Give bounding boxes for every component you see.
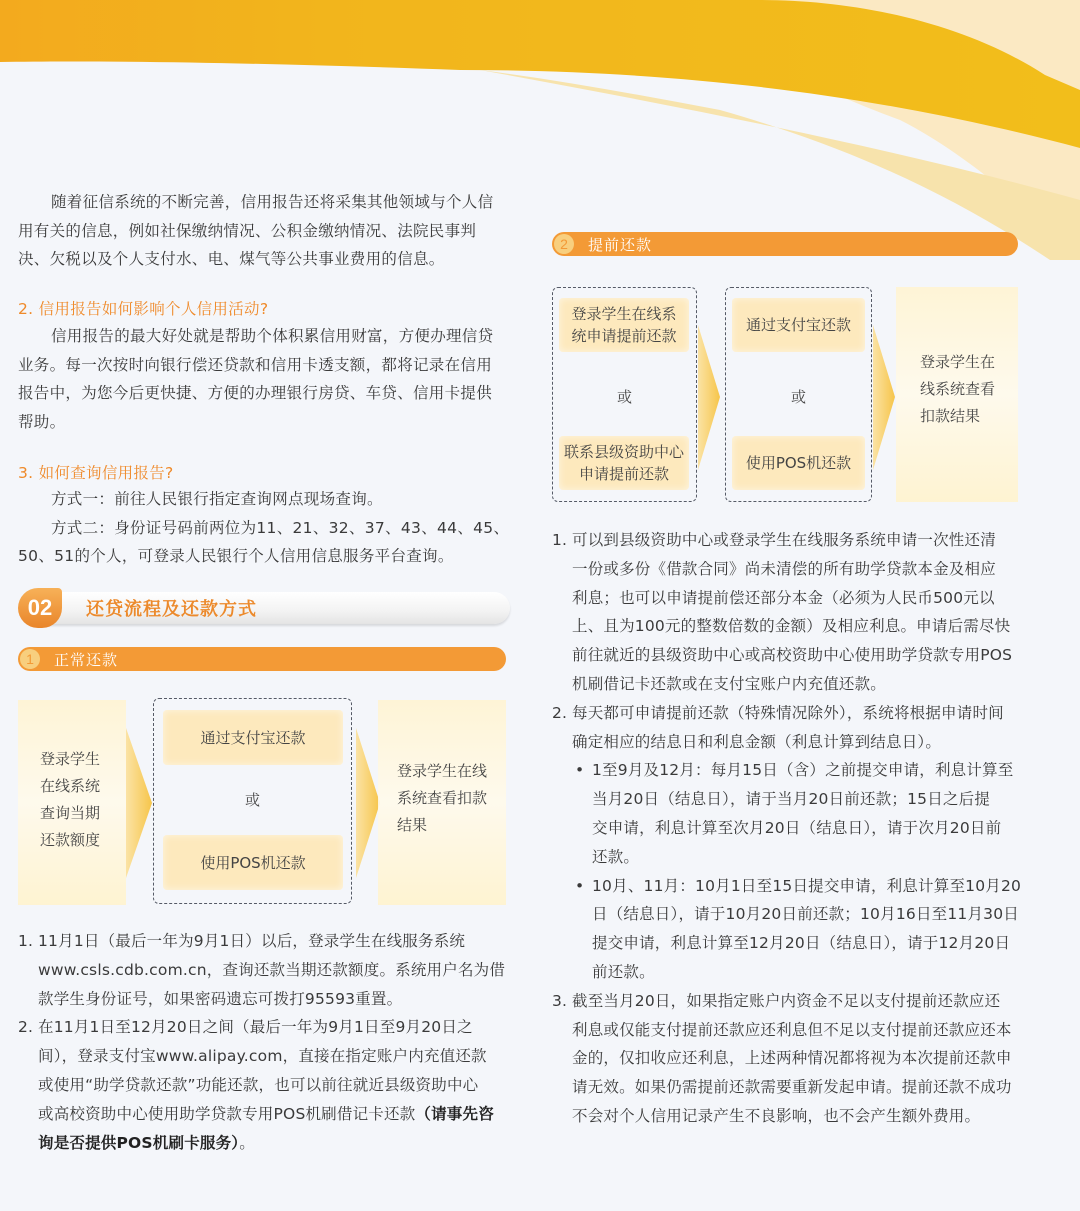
- subsection-title: 提前还款: [588, 235, 653, 254]
- text-line: 登录学生在线: [397, 762, 488, 780]
- method-2-text-cont: 50、51的个人，可登录人民银行个人信用信息服务平台查询。: [18, 547, 454, 565]
- option-alipay: 通过支付宝还款: [732, 298, 865, 352]
- arrow-right-icon: [873, 325, 895, 470]
- list-item: [552, 526, 1022, 699]
- text-line: 上、且为100元的整数倍数的金额）及相应利息。申请后需尽快: [572, 617, 1011, 636]
- text-line: 申请提前还款: [578, 465, 669, 483]
- method-1-text: 方式一：前往人民银行指定查询网点现场查询。: [51, 490, 383, 508]
- bullet-icon: •: [575, 761, 585, 780]
- text-line: 帮助。: [18, 412, 66, 431]
- text-line: 扣款结果: [920, 407, 981, 425]
- text-line: 决、欠税以及个人支付水、电、煤气等公共事业费用的信息。: [18, 250, 445, 268]
- text-line: 线系统查看: [920, 380, 996, 398]
- option-alipay: 通过支付宝还款: [163, 710, 343, 765]
- text-line: 11月1日（最后一年为9月1日）以后，登录学生在线服务系统: [38, 932, 466, 950]
- text-line: www.csls.cdb.com.cn，查询还款当期还款额度。系统用户名为借: [38, 960, 506, 979]
- text-line: 统申请提前还款: [571, 327, 677, 345]
- text-line: 可以到县级资助中心或登录学生在线服务系统申请一次性还清: [572, 531, 996, 549]
- text-line: 系统查看扣款: [397, 789, 488, 807]
- subsection-number-badge: 2: [554, 234, 574, 254]
- option-pos: 使用POS机还款: [163, 835, 343, 890]
- text-line: 在11月1日至12月20日之间（最后一年为9月1日至9月20日之: [38, 1018, 473, 1037]
- flow-step-view-result: [378, 700, 506, 905]
- flow-step-login-query: [18, 700, 126, 905]
- q3-paragraph: [18, 485, 518, 571]
- text-line: 10月、11月：10月1日至15日提交申请，利息计算至10月20: [592, 876, 1022, 895]
- arrow-right-icon: [698, 325, 720, 470]
- text-line: 或使用“助学贷款还款”功能还款，也可以前往就近县级资助中心: [38, 1075, 479, 1094]
- method-2-text: 方式二：身份证号码前两位为11、21、32、37、43、44、45、: [51, 518, 510, 537]
- list-item: [18, 1013, 513, 1157]
- text-line: 信用报告的最大好处就是帮助个体积累信用财富，方便办理信贷: [51, 327, 494, 345]
- text-line: 登录学生在: [920, 353, 996, 371]
- text-line: 前往就近的县级资助中心或高校资助中心使用助学贷款专用POS: [572, 646, 1013, 665]
- text-line: 请无效。如果仍需提前还款需要重新发起申请。提前还款不成功: [572, 1078, 1012, 1097]
- text-line: 金的，仅扣收应还利息，上述两种情况都将视为本次提前还款申: [572, 1049, 1012, 1068]
- intro-paragraph: [18, 188, 513, 274]
- subsection-number-badge: 1: [20, 649, 40, 669]
- text-end: 。: [239, 1133, 255, 1152]
- flow-step-view-result: [896, 287, 1018, 502]
- text-line: 当月20日（结息日），请于当月20日前还款；15日之后提: [592, 790, 991, 809]
- subsection-bar-normal: [18, 647, 506, 671]
- subsection-bar-early: [552, 232, 1018, 256]
- section-header-02: [18, 588, 510, 628]
- text-line: 用有关的信息，例如社保缴纳情况、公积金缴纳情况、法院民事判: [18, 221, 477, 240]
- normal-repayment-notes: [18, 927, 513, 1157]
- or-label: 或: [616, 388, 632, 406]
- text-line: 登录学生: [40, 750, 101, 768]
- option-pos: 使用POS机还款: [732, 436, 865, 490]
- list-number: 1.: [18, 932, 34, 950]
- text-line: 机刷借记卡还款或在支付宝账户内充值还款。: [572, 674, 887, 693]
- text-line: 查询当期: [40, 804, 101, 822]
- text-line: 在线系统: [40, 777, 101, 795]
- question-heading-3: 3. 如何查询信用报告?: [18, 464, 174, 482]
- text-line: 不会对个人信用记录产生不良影响，也不会产生额外费用。: [572, 1106, 981, 1125]
- option-apply-online: [559, 298, 689, 352]
- text-line: 利息；也可以申请提前偿还部分本金（必须为人民币500元以: [572, 588, 995, 607]
- list-number: 1.: [552, 531, 568, 549]
- text-line: 登录学生在线系: [571, 305, 677, 323]
- early-repayment-notes: [552, 526, 1022, 1131]
- text-line: 结果: [397, 816, 428, 834]
- text-line: 间），登录支付宝www.alipay.com，直接在指定账户内充值还款: [38, 1047, 487, 1066]
- list-number: 2.: [18, 1018, 34, 1037]
- bullet-item: [552, 756, 1022, 871]
- list-item: [552, 987, 1022, 1131]
- q2-paragraph: [18, 322, 513, 436]
- bold-note: 询是否提供POS机刷卡服务）: [38, 1133, 240, 1152]
- text-line: 报告中，为您今后更快捷、方便的办理银行房贷、车贷、信用卡提供: [18, 384, 493, 402]
- list-number: 3.: [552, 991, 568, 1010]
- text-line: 每天都可申请提前还款（特殊情况除外），系统将根据申请时间: [572, 703, 1004, 722]
- text-line: 确定相应的结息日和利息金额（利息计算到结息日）。: [572, 732, 942, 751]
- arrow-right-icon: [356, 728, 380, 878]
- text-line: 随着征信系统的不断完善，信用报告还将采集其他领域与个人信: [51, 193, 494, 211]
- text-line: 一份或多份《借款合同》尚未清偿的所有助学贷款本金及相应: [572, 559, 996, 578]
- bullet-item: [552, 872, 1022, 987]
- or-label: 或: [790, 388, 806, 406]
- text-line: 截至当月20日，如果指定账户内资金不足以支付提前还款应还: [572, 991, 1001, 1010]
- text-line: 日（结息日），请于10月20日前还款；10月16日至11月30日: [592, 905, 1019, 924]
- text-line: 前还款。: [592, 962, 655, 981]
- or-label: 或: [244, 791, 260, 809]
- list-item: [18, 927, 513, 1013]
- list-number: 2.: [552, 703, 568, 722]
- text-line: 提交申请，利息计算至12月20日（结息日），请于12月20日: [592, 934, 1011, 953]
- text-line: 还款。: [592, 847, 640, 866]
- text-line: 业务。每一次按时向银行偿还贷款和信用卡透支额，都将记录在信用: [18, 355, 493, 374]
- option-apply-county-center: [559, 436, 689, 490]
- subsection-title: 正常还款: [54, 650, 119, 669]
- text-line: 1至9月及12月：每月15日（含）之前提交申请，利息计算至: [592, 761, 1014, 780]
- text-line: 还款额度: [40, 831, 101, 849]
- text-line: 联系县级资助中心: [563, 443, 684, 461]
- section-title: 还贷流程及还款方式: [86, 599, 257, 620]
- section-number-badge: 02: [18, 588, 62, 628]
- text-line: 款学生身份证号，如果密码遗忘可拨打95593重置。: [38, 989, 403, 1008]
- text-line: 交申请，利息计算至次月20日（结息日），请于次月20日前: [592, 818, 1002, 837]
- list-item: [552, 699, 1022, 757]
- question-heading-2: 2. 信用报告如何影响个人信用活动?: [18, 300, 269, 318]
- arrow-right-icon: [126, 728, 152, 878]
- bold-note: （请事先咨: [415, 1104, 494, 1123]
- bullet-icon: •: [575, 876, 585, 895]
- text-line: 或高校资助中心使用助学贷款专用POS机刷借记卡还款: [38, 1104, 416, 1123]
- text-line: 利息或仅能支付提前还款应还利息但不足以支付提前还款应还本: [572, 1020, 1012, 1039]
